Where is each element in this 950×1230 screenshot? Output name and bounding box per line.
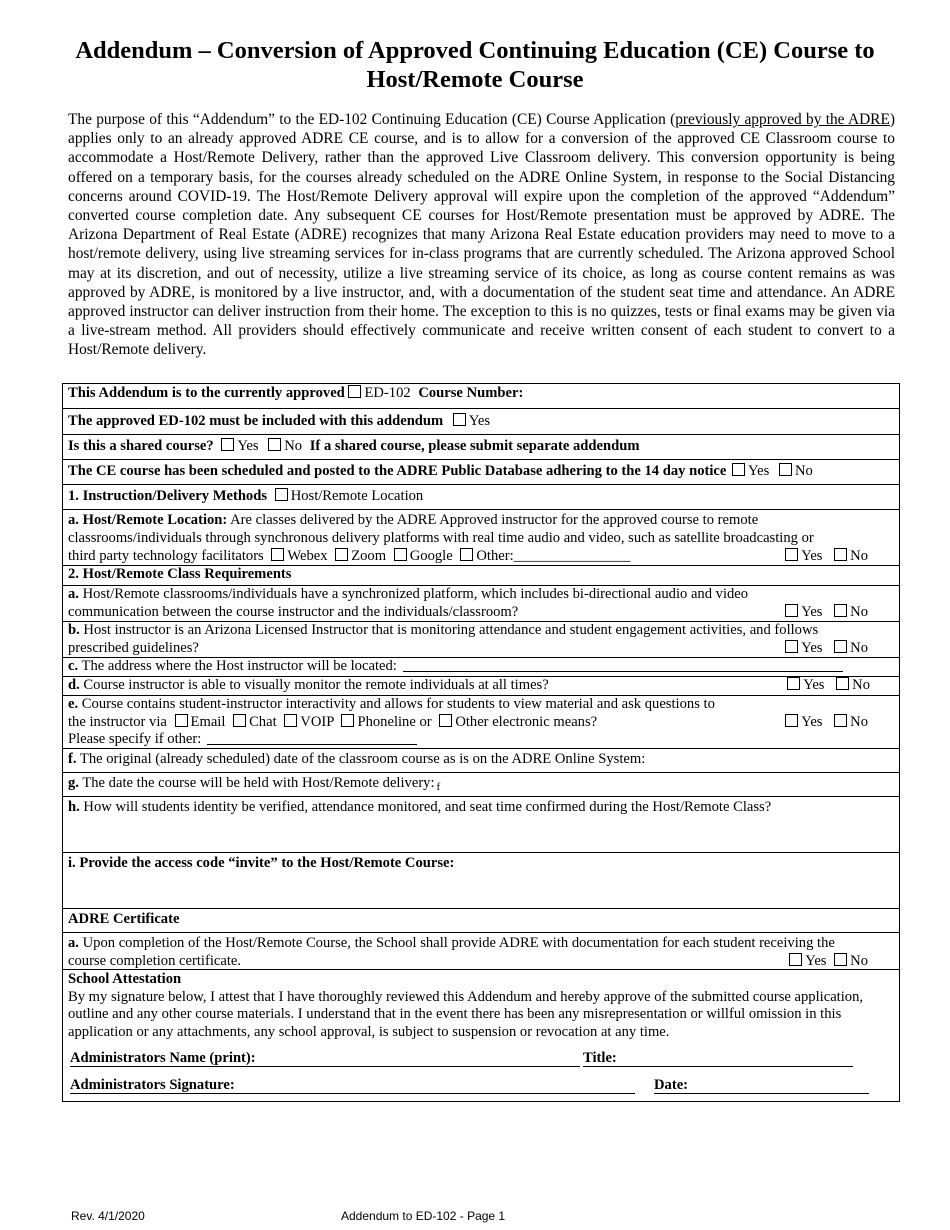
- monitor-no-checkbox[interactable]: [836, 677, 849, 690]
- location-yes-checkbox[interactable]: [785, 548, 798, 561]
- addendum-form: [62, 383, 900, 1102]
- row-class-requirements: 2. Host/Remote Class Requirements: [63, 565, 899, 585]
- row-delivery-methods: 1. Instruction/Delivery Methods Host/Remote Location: [63, 484, 899, 509]
- row-identity-verification[interactable]: h. How will students identity be verified, attendance monitored, and seat time confirmed during the Host/Remote Class?: [63, 796, 899, 852]
- intro-underlined: previously approved by the ADRE: [675, 111, 890, 128]
- shared-yes-checkbox[interactable]: [221, 438, 234, 451]
- host-remote-location-checkbox[interactable]: [275, 488, 288, 501]
- row-host-remote-location: a. Host/Remote Location: Are classes delivered by the ADRE Approved instructor for the approved course to remote classrooms/individuals through synchronous delivery platforms with real time audio and video, such as satellite broadcasting or third party technology facilitators Webex Zoom Google Other:________________ Yes No: [63, 509, 899, 565]
- ed102-included-yes-checkbox[interactable]: [453, 413, 466, 426]
- location-no-checkbox[interactable]: [834, 548, 847, 561]
- admin-signature-label: Administrators Signature:: [70, 1077, 235, 1093]
- row-visual-monitor: d. Course instructor is able to visually monitor the remote individuals at all times? Yes No: [63, 676, 899, 695]
- shared-no-checkbox[interactable]: [268, 438, 281, 451]
- row-completion-documentation: a. Upon completion of the Host/Remote Course, the School shall provide ADRE with documentation for each student receiving the course completion certificate. Yes No: [63, 932, 899, 969]
- ed102-checkbox[interactable]: [348, 385, 361, 398]
- row-access-code[interactable]: i. Provide the access code “invite” to the Host/Remote Course:: [63, 852, 899, 908]
- webex-checkbox[interactable]: [271, 548, 284, 561]
- row-remote-date: g. The date the course will be held with Host/Remote delivery: $_f$: [63, 772, 899, 796]
- phoneline-checkbox[interactable]: [341, 714, 354, 727]
- host-address-field[interactable]: [403, 658, 843, 672]
- zoom-checkbox[interactable]: [335, 548, 348, 561]
- title-label: Title:: [583, 1050, 617, 1066]
- row-licensed-instructor: b. Host instructor is an Arizona Licensed Instructor that is monitoring attendance and student engagement activities, and follows prescribed guidelines? Yes No: [63, 621, 899, 657]
- other-means-checkbox[interactable]: [439, 714, 452, 727]
- posted-no-checkbox[interactable]: [779, 463, 792, 476]
- row-adre-certificate: ADRE Certificate: [63, 908, 899, 932]
- interactivity-no-checkbox[interactable]: [834, 714, 847, 727]
- footer-revision: Rev. 4/1/2020: [71, 1209, 145, 1223]
- specify-other-field[interactable]: [207, 731, 417, 745]
- posted-yes-checkbox[interactable]: [732, 463, 745, 476]
- admin-signature-field[interactable]: [70, 1078, 635, 1094]
- intro-paragraph: The purpose of this “Addendum” to the ED-102 Continuing Education (CE) Course Application (previously approved by the ADRE) applies only to an already approved ADRE CE course, and is to allow for a conversion of the approved CE Classroom course to accommodate a Host/Remote Delivery, rather than the approved Live Classroom delivery. This conversion opportunity is being offered on a temporary basis, for the courses already scheduled on the ADRE Online System, in response to the Social Distancing concerns around COVID-19. The Host/Remote Delivery approval will expire upon the completion of the approved “Addendum” converted course completion date. Any subsequent CE courses for Host/Remote presentation must be approved by ADRE. The Arizona Department of Real Estate (ADRE) recognizes that many Arizona Real Estate education providers may need to move to a host/remote delivery, using live streaming services for in-class programs that are currently scheduled. The Arizona approved School may at its discretion, and out of necessity, utilize a live streaming service of its choice, as long as course content remains as was approved by ADRE, is monitored by a live instructor, and, with a documentation of the student seat time and attendance. An ADRE approved instructor can deliver instruction from their home. The exception to this is no quizzes, tests or final exams may be given via a live-stream method. All providers should effectively communicate and receive written consent of each student to convert to a Host/Remote delivery.: [68, 111, 895, 359]
- instructor-no-checkbox[interactable]: [834, 640, 847, 653]
- other-platform-field[interactable]: ________________: [513, 548, 631, 564]
- page-title: Addendum – Conversion of Approved Continuing Education (CE) Course to Host/Remote Course: [75, 37, 875, 93]
- attestation-heading: School Attestation: [68, 971, 182, 987]
- monitor-yes-checkbox[interactable]: [787, 677, 800, 690]
- row-approved-addendum: This Addendum is to the currently approved ED-102 Course Number:: [68, 385, 524, 401]
- row-original-date: f. The original (already scheduled) date of the classroom course as is on the ADRE Online System:: [63, 748, 899, 772]
- row-synchronized-platform: a. Host/Remote classrooms/individuals have a synchronized platform, which includes bi-directional audio and video communication between the course instructor and the individuals/classroom? Yes No: [63, 585, 899, 621]
- certificate-yes-checkbox[interactable]: [789, 953, 802, 966]
- platform-yes-checkbox[interactable]: [785, 604, 798, 617]
- instructor-yes-checkbox[interactable]: [785, 640, 798, 653]
- platform-no-checkbox[interactable]: [834, 604, 847, 617]
- google-checkbox[interactable]: [394, 548, 407, 561]
- admin-name-label: Administrators Name (print):: [70, 1050, 256, 1066]
- row-ed102-included: The approved ED-102 must be included with this addendum Yes: [63, 408, 899, 434]
- interactivity-yes-checkbox[interactable]: [785, 714, 798, 727]
- attestation-text: By my signature below, I attest that I have thoroughly reviewed this Addendum and hereby approve of the submitted course application, outline and any other course materials. I understand that in the event there has been any misrepresentation or willful omission in this application or any attachments, any school approval, is subject to suspension or revocation at any time.: [68, 988, 864, 1040]
- date-label: Date:: [654, 1077, 689, 1093]
- row-shared-course: Is this a shared course? Yes No If a shared course, please submit separate addendum: [63, 434, 899, 459]
- voip-checkbox[interactable]: [284, 714, 297, 727]
- admin-name-field[interactable]: [70, 1051, 580, 1067]
- row-interactivity: e. Course contains student-instructor interactivity and allows for students to view material and ask questions to the instructor via Email Chat VOIP Phoneline or Other electronic means? Yes No Please specify if other:: [63, 695, 899, 748]
- footer-page: Addendum to ED-102 - Page 1: [341, 1209, 506, 1223]
- title-field[interactable]: [583, 1051, 853, 1067]
- email-checkbox[interactable]: [175, 714, 188, 727]
- remote-date-value[interactable]: f: [436, 781, 441, 793]
- other-platform-checkbox[interactable]: [460, 548, 473, 561]
- chat-checkbox[interactable]: [233, 714, 246, 727]
- row-scheduled-posted: The CE course has been scheduled and posted to the ADRE Public Database adhering to the 14 day notice Yes No: [63, 459, 899, 484]
- date-field[interactable]: [654, 1078, 869, 1094]
- certificate-no-checkbox[interactable]: [834, 953, 847, 966]
- row-host-address: c. The address where the Host instructor will be located:: [63, 657, 899, 676]
